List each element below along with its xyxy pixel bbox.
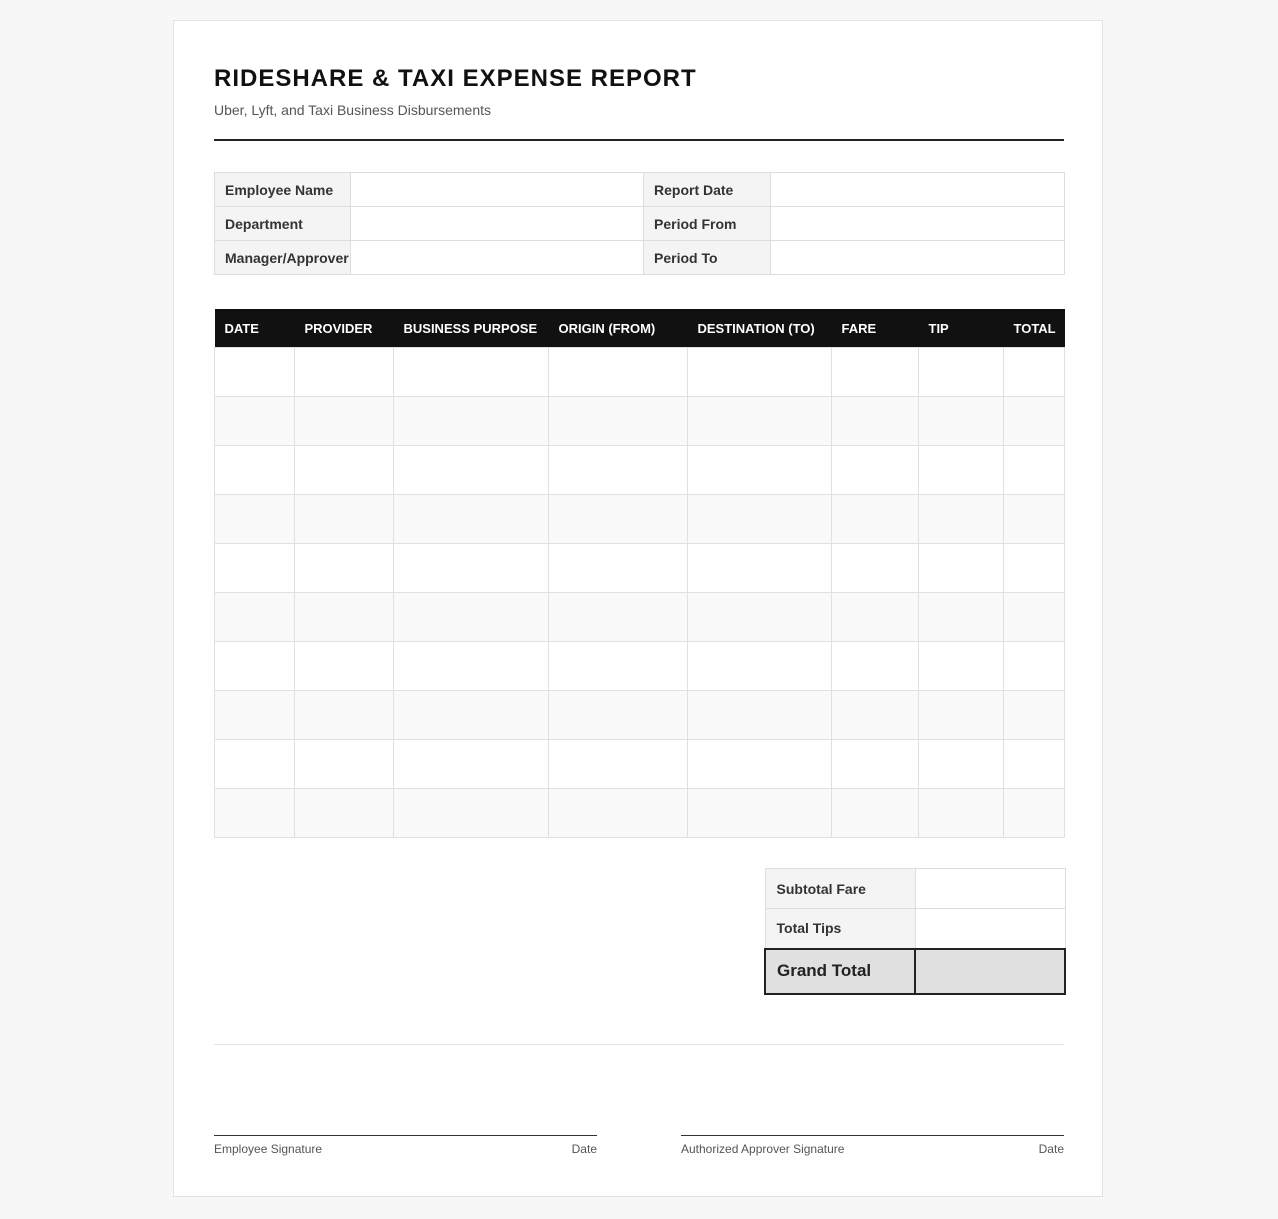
date-cell[interactable] [215,348,295,397]
table-row [215,740,1065,789]
date-cell[interactable] [215,446,295,495]
date-cell[interactable] [215,397,295,446]
provider-cell[interactable] [295,691,394,740]
grand-total-label: Grand Total [765,949,915,994]
destination-cell[interactable] [688,495,832,544]
business-purpose-cell[interactable] [394,397,549,446]
date-cell[interactable] [215,691,295,740]
provider-cell[interactable] [295,642,394,691]
subtotal-fare-label: Subtotal Fare [765,869,915,909]
destination-cell[interactable] [688,642,832,691]
fare-cell[interactable] [832,446,919,495]
destination-cell[interactable] [688,593,832,642]
fare-cell[interactable] [832,348,919,397]
fare-cell[interactable] [832,397,919,446]
table-row [215,789,1065,838]
tip-cell[interactable] [919,348,1004,397]
origin-cell[interactable] [549,348,688,397]
fare-cell[interactable] [832,544,919,593]
tip-cell[interactable] [919,544,1004,593]
info-row [215,207,1065,241]
provider-cell[interactable] [295,397,394,446]
employee-signature-line[interactable] [214,1135,597,1156]
total-cell[interactable] [1004,642,1065,691]
tips-row [765,909,1065,949]
business-purpose-cell[interactable] [394,691,549,740]
subtotal-row [765,869,1065,909]
origin-cell[interactable] [549,691,688,740]
period-to-label: Period To [644,241,771,275]
column-header-fare: FARE [832,309,919,348]
approver-date-label: Date [1038,1142,1064,1156]
destination-cell[interactable] [688,544,832,593]
table-row [215,544,1065,593]
total-tips-field[interactable] [915,909,1065,949]
tip-cell[interactable] [919,593,1004,642]
origin-cell[interactable] [549,446,688,495]
approver-signature-label: Authorized Approver Signature [681,1142,845,1156]
department-field[interactable] [351,207,644,241]
fare-cell[interactable] [832,495,919,544]
total-cell[interactable] [1004,348,1065,397]
destination-cell[interactable] [688,789,832,838]
provider-cell[interactable] [295,544,394,593]
signature-divider [214,1044,1064,1045]
column-header-total: TOTAL [1004,309,1065,348]
column-header-tip: TIP [919,309,1004,348]
fare-cell[interactable] [832,691,919,740]
destination-cell[interactable] [688,348,832,397]
provider-cell[interactable] [295,593,394,642]
business-purpose-cell[interactable] [394,593,549,642]
provider-cell[interactable] [295,495,394,544]
date-cell[interactable] [215,789,295,838]
grand-total-field[interactable] [915,949,1065,994]
date-cell[interactable] [215,642,295,691]
expense-table-header [215,309,1065,348]
totals-table [764,868,1066,995]
total-cell[interactable] [1004,789,1065,838]
report-date-label: Report Date [644,173,771,207]
business-purpose-cell[interactable] [394,740,549,789]
period-from-label: Period From [644,207,771,241]
total-cell[interactable] [1004,544,1065,593]
origin-cell[interactable] [549,789,688,838]
origin-cell[interactable] [549,397,688,446]
date-cell[interactable] [215,544,295,593]
table-row [215,495,1065,544]
column-header-business-purpose: BUSINESS PURPOSE [394,309,549,348]
employee-date-label: Date [571,1142,597,1156]
period-to-field[interactable] [771,241,1065,275]
header-divider [214,139,1064,141]
total-tips-label: Total Tips [765,909,915,949]
grand-total-row [765,949,1065,994]
tip-cell[interactable] [919,691,1004,740]
report-page [173,20,1103,1197]
page-title: RIDESHARE & TAXI EXPENSE REPORT [214,65,697,92]
info-row [215,173,1065,207]
origin-cell[interactable] [549,642,688,691]
column-header-destination: DESTINATION (TO) [688,309,832,348]
total-cell[interactable] [1004,446,1065,495]
table-row [215,691,1065,740]
business-purpose-cell[interactable] [394,642,549,691]
origin-cell[interactable] [549,544,688,593]
info-row [215,241,1065,275]
tip-cell[interactable] [919,642,1004,691]
total-cell[interactable] [1004,691,1065,740]
business-purpose-cell[interactable] [394,348,549,397]
total-cell[interactable] [1004,593,1065,642]
department-label: Department [215,207,351,241]
provider-cell[interactable] [295,789,394,838]
fare-cell[interactable] [832,593,919,642]
business-purpose-cell[interactable] [394,446,549,495]
expense-table [214,309,1065,838]
business-purpose-cell[interactable] [394,789,549,838]
employee-signature-label: Employee Signature [214,1142,323,1156]
destination-cell[interactable] [688,397,832,446]
report-date-field[interactable] [771,173,1065,207]
provider-cell[interactable] [295,740,394,789]
destination-cell[interactable] [688,740,832,789]
destination-cell[interactable] [688,446,832,495]
origin-cell[interactable] [549,740,688,789]
table-row [215,593,1065,642]
origin-cell[interactable] [549,593,688,642]
date-cell[interactable] [215,593,295,642]
period-from-field[interactable] [771,207,1065,241]
manager-field[interactable] [351,241,644,275]
employee-info-table [214,172,1065,275]
page-subtitle: Uber, Lyft, and Taxi Business Disbursements [214,102,492,118]
table-row [215,348,1065,397]
tip-cell[interactable] [919,446,1004,495]
column-header-provider: PROVIDER [295,309,394,348]
fare-cell[interactable] [832,740,919,789]
tip-cell[interactable] [919,789,1004,838]
table-row [215,446,1065,495]
date-cell[interactable] [215,495,295,544]
subtotal-fare-field[interactable] [915,869,1065,909]
provider-cell[interactable] [295,348,394,397]
manager-label: Manager/Approver [215,241,351,275]
total-cell[interactable] [1004,495,1065,544]
date-cell[interactable] [215,740,295,789]
fare-cell[interactable] [832,642,919,691]
column-header-origin: ORIGIN (FROM) [549,309,688,348]
table-row [215,642,1065,691]
approver-signature-line[interactable] [681,1135,1064,1156]
column-header-date: DATE [215,309,295,348]
tip-cell[interactable] [919,397,1004,446]
business-purpose-cell[interactable] [394,495,549,544]
tip-cell[interactable] [919,740,1004,789]
employee-name-label: Employee Name [215,173,351,207]
origin-cell[interactable] [549,495,688,544]
table-row [215,397,1065,446]
total-cell[interactable] [1004,740,1065,789]
destination-cell[interactable] [688,691,832,740]
tip-cell[interactable] [919,495,1004,544]
fare-cell[interactable] [832,789,919,838]
expense-table-body [215,348,1065,838]
provider-cell[interactable] [295,446,394,495]
business-purpose-cell[interactable] [394,544,549,593]
total-cell[interactable] [1004,397,1065,446]
employee-name-field[interactable] [351,173,644,207]
